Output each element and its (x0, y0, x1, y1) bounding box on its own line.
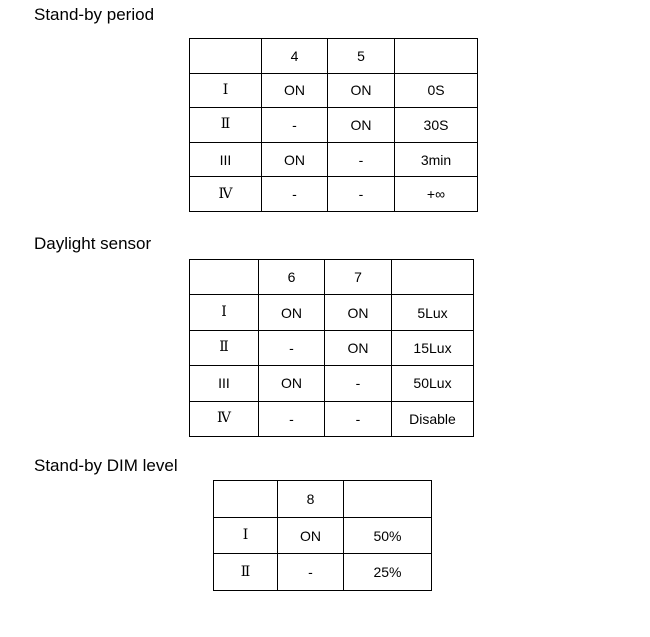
header-cell (214, 481, 278, 518)
table-cell: - (328, 177, 395, 212)
table-cell: Disable (392, 401, 474, 436)
table-row (214, 517, 432, 554)
table-cell: - (259, 330, 325, 365)
table-cell: 15Lux (392, 330, 474, 365)
header-cell: 4 (262, 39, 328, 74)
row-label: Ⅱ (190, 330, 259, 365)
header-cell: 7 (325, 260, 392, 295)
header-cell (395, 39, 478, 74)
table-cell: ON (278, 517, 344, 554)
daylight-sensor-heading: Daylight sensor (34, 234, 152, 253)
table-row (190, 142, 478, 177)
table-row (190, 330, 474, 365)
standby-period-table (189, 38, 478, 212)
table-header-row (190, 39, 478, 74)
table-cell: ON (259, 366, 325, 401)
table-cell: - (278, 554, 344, 591)
table-cell: ON (262, 73, 328, 108)
table-cell: - (325, 366, 392, 401)
table-cell: 30S (395, 108, 478, 143)
row-label: III (190, 366, 259, 401)
row-label: Ⅳ (190, 177, 262, 212)
header-cell (344, 481, 432, 518)
table-row (190, 401, 474, 436)
table-cell: ON (262, 142, 328, 177)
row-label: Ⅰ (214, 517, 278, 554)
table-cell: 25% (344, 554, 432, 591)
header-cell: 8 (278, 481, 344, 518)
standby-period-heading: Stand-by period (34, 5, 155, 24)
table-cell: ON (325, 295, 392, 330)
header-cell (190, 39, 262, 74)
table-cell: - (262, 177, 328, 212)
table-cell: +∞ (395, 177, 478, 212)
row-label: Ⅱ (214, 554, 278, 591)
table-cell: - (328, 142, 395, 177)
row-label: Ⅳ (190, 401, 259, 436)
header-cell (392, 260, 474, 295)
table-cell: 50% (344, 517, 432, 554)
header-cell: 6 (259, 260, 325, 295)
table-cell: 50Lux (392, 366, 474, 401)
row-label: III (190, 142, 262, 177)
table-cell: ON (328, 73, 395, 108)
row-label: Ⅰ (190, 73, 262, 108)
table-cell: ON (259, 295, 325, 330)
header-cell (190, 260, 259, 295)
table-cell: - (262, 108, 328, 143)
table-row (190, 366, 474, 401)
table-cell: 3min (395, 142, 478, 177)
standby-dim-level-table (213, 480, 432, 591)
table-cell: 5Lux (392, 295, 474, 330)
table-row (190, 108, 478, 143)
table-row (214, 554, 432, 591)
table-row (190, 295, 474, 330)
daylight-sensor-table (189, 259, 474, 437)
table-row (190, 177, 478, 212)
row-label: Ⅰ (190, 295, 259, 330)
row-label: Ⅱ (190, 108, 262, 143)
table-header-row (214, 481, 432, 518)
table-header-row (190, 260, 474, 295)
table-cell: 0S (395, 73, 478, 108)
table-cell: ON (328, 108, 395, 143)
table-cell: - (259, 401, 325, 436)
header-cell: 5 (328, 39, 395, 74)
table-cell: - (325, 401, 392, 436)
table-cell: ON (325, 330, 392, 365)
standby-dim-level-heading: Stand-by DIM level (34, 456, 178, 475)
table-row (190, 73, 478, 108)
